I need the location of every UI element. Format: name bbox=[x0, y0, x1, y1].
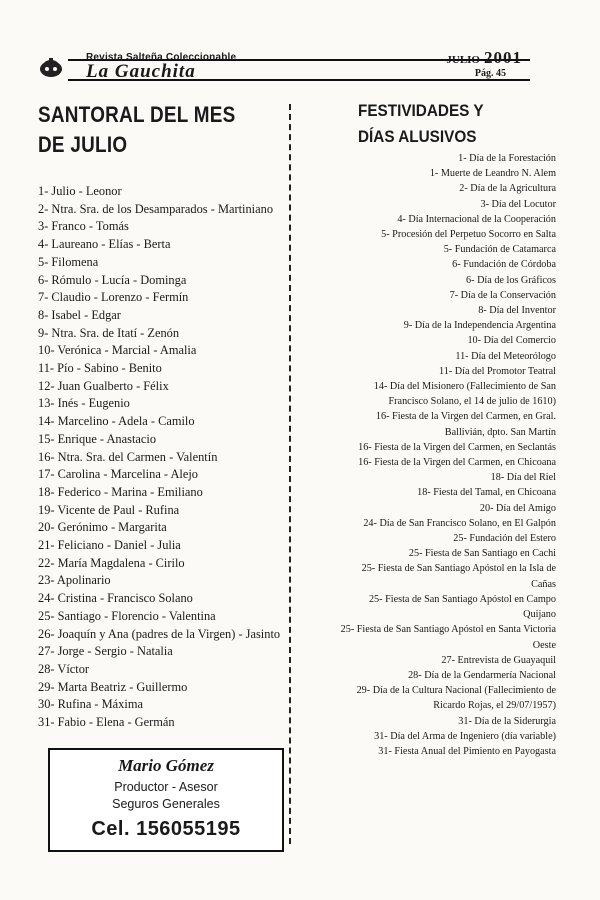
festividad-line: 20- Día del Amigo bbox=[479, 502, 556, 514]
festividad-line: 24- Día de San Francisco Solano, en El Galpón bbox=[363, 517, 556, 529]
santoral-item: 31- Fabio - Elena - Germán bbox=[38, 715, 175, 730]
festividad-line: 31- Día de la Siderurgia bbox=[458, 715, 556, 727]
magazine-title: La Gauchita bbox=[86, 61, 196, 82]
santoral-item: 4- Laureano - Elías - Berta bbox=[38, 237, 171, 252]
santoral-title bbox=[38, 100, 253, 160]
issue-year: 2001 bbox=[484, 48, 522, 67]
festividad-line: 6- Día de los Gráficos bbox=[466, 274, 556, 286]
festividad-line: 25- Fundación del Estero bbox=[453, 533, 556, 545]
santoral-item: 17- Carolina - Marcelina - Alejo bbox=[38, 467, 198, 482]
ad-company: Seguros Generales bbox=[112, 797, 220, 811]
festividad-line: 8- Día del Inventor bbox=[478, 305, 556, 317]
issue-date bbox=[446, 48, 522, 68]
issue-month: JULIO bbox=[446, 54, 480, 66]
santoral-item: 5- Filomena bbox=[38, 254, 99, 269]
festividad-line: 18- Día del Riel bbox=[490, 472, 556, 484]
festividad-line: 1- Muerte de Leandro N. Alem bbox=[429, 168, 556, 180]
festividad-line: Ballivián, dpto. San Martín bbox=[444, 426, 556, 438]
festividad-line: 28- Día de la Gendarmería Nacional bbox=[408, 669, 556, 681]
santoral-item: 20- Gerónimo - Margarita bbox=[38, 520, 167, 535]
festividades-title bbox=[358, 98, 538, 150]
santoral-item: 23- Apolinario bbox=[38, 573, 111, 588]
santoral-item: 12- Juan Gualberto - Félix bbox=[38, 378, 169, 393]
santoral-item: 21- Feliciano - Daniel - Julia bbox=[38, 538, 181, 553]
gaucho-logo-icon bbox=[38, 54, 64, 80]
festividad-line: Francisco Solano, el 14 de julio de 1610) bbox=[388, 396, 556, 408]
festividad-line: 29- Día de la Cultura Nacional (Fallecimiento de bbox=[356, 685, 556, 697]
festividad-line: Oeste bbox=[532, 639, 556, 651]
festividad-line: Ricardo Rojas, el 29/07/1957) bbox=[433, 700, 556, 712]
festividad-line: 14- Día del Misionero (Fallecimiento de San bbox=[373, 381, 556, 393]
santoral-item: 27- Jorge - Sergio - Natalia bbox=[38, 644, 173, 659]
santoral-item: 8- Isabel - Edgar bbox=[38, 307, 121, 322]
festividad-line: 7- Día de la Conservación bbox=[449, 289, 556, 301]
festividad-line: 4- Día Internacional de la Cooperación bbox=[397, 213, 556, 225]
festividades-title-line-1: FESTIVIDADES Y bbox=[358, 101, 484, 120]
santoral-item: 3- Franco - Tomás bbox=[38, 219, 129, 234]
santoral-item: 13- Inés - Eugenio bbox=[38, 396, 130, 411]
festividad-line: 27- Entrevista de Guayaquil bbox=[441, 654, 556, 666]
magazine-subtitle: Revista Salteña Coleccionable bbox=[86, 52, 237, 63]
festividad-line: 18- Fiesta del Tamal, en Chicoana bbox=[417, 487, 556, 499]
santoral-item: 14- Marcelino - Adela - Camilo bbox=[38, 414, 195, 429]
festividades-list bbox=[300, 151, 556, 759]
festividad-line: 9- Día de la Independencia Argentina bbox=[403, 320, 556, 332]
festividades-title-line-2: DÍAS ALUSIVOS bbox=[358, 127, 477, 146]
santoral-item: 2- Ntra. Sra. de los Desamparados - Martiniano bbox=[38, 201, 274, 216]
festividad-line: 16- Fiesta de la Virgen del Carmen, en Chicoana bbox=[358, 457, 556, 469]
ad-role: Productor - Asesor bbox=[114, 780, 218, 794]
festividad-line: 16- Fiesta de la Virgen del Carmen, en Gral. bbox=[375, 411, 556, 423]
festividad-line: 1- Día de la Forestación bbox=[458, 153, 556, 164]
santoral-item: 28- Víctor bbox=[38, 661, 90, 676]
festividad-line: 11- Día del Meteorólogo bbox=[455, 350, 556, 362]
festividad-line: 5- Procesión del Perpetuo Socorro en Salta bbox=[381, 229, 556, 241]
santoral-item: 19- Vicente de Paul - Rufina bbox=[38, 502, 180, 517]
festividad-line: 3- Día del Locutor bbox=[480, 198, 556, 210]
santoral-item: 9- Ntra. Sra. de Itatí - Zenón bbox=[38, 325, 180, 340]
santoral-item: 15- Enrique - Anastacio bbox=[38, 431, 157, 446]
festividad-line: 16- Fiesta de la Virgen del Carmen, en Seclantás bbox=[358, 441, 556, 453]
festividad-line: Quijano bbox=[523, 609, 556, 621]
festividad-line: Cañas bbox=[531, 578, 556, 590]
festividad-line: 25- Fiesta de San Santiago Apóstol en Santa Victoria bbox=[340, 624, 556, 636]
festividad-line: 25- Fiesta de San Santiago Apóstol en Campo bbox=[368, 593, 556, 605]
advertisement-box bbox=[48, 748, 284, 852]
festividad-line: 11- Día del Promotor Teatral bbox=[439, 365, 556, 377]
festividad-line: 6- Fundación de Córdoba bbox=[452, 259, 556, 271]
festividad-line: 5- Fundación de Catamarca bbox=[443, 244, 556, 256]
santoral-item: 25- Santiago - Florencio - Valentina bbox=[38, 608, 216, 623]
festividad-line: 25- Fiesta de San Santiago Apóstol en la Isla de bbox=[361, 563, 556, 575]
santoral-title-line-1: SANTORAL DEL MES bbox=[38, 102, 236, 127]
santoral-item: 1- Julio - Leonor bbox=[38, 184, 122, 198]
santoral-item: 10- Verónica - Marcial - Amalia bbox=[38, 343, 197, 358]
santoral-item: 16- Ntra. Sra. del Carmen - Valentín bbox=[38, 449, 218, 464]
santoral-item: 7- Claudio - Lorenzo - Fermín bbox=[38, 290, 189, 305]
santoral-list bbox=[38, 183, 298, 732]
santoral-item: 26- Joaquín y Ana (padres de la Virgen) - Jasinto bbox=[38, 626, 281, 641]
ad-name: Mario Gómez bbox=[118, 756, 214, 775]
santoral-item: 29- Marta Beatriz - Guillermo bbox=[38, 679, 188, 694]
santoral-item: 18- Federico - Marina - Emiliano bbox=[38, 484, 203, 499]
festividad-line: 25- Fiesta de San Santiago en Cachi bbox=[408, 548, 556, 560]
festividad-line: 2- Día de la Agricultura bbox=[459, 183, 556, 195]
santoral-title-line-2: DE JULIO bbox=[38, 132, 128, 157]
ad-phone: Cel. 156055195 bbox=[91, 818, 241, 840]
santoral-item: 11- Pío - Sabino - Benito bbox=[38, 361, 162, 376]
santoral-item: 24- Cristina - Francisco Solano bbox=[38, 591, 193, 606]
festividad-line: 31- Día del Arma de Ingeniero (día variable) bbox=[374, 730, 556, 742]
santoral-item: 6- Rómulo - Lucía - Dominga bbox=[38, 272, 187, 287]
festividad-line: 31- Fiesta Anual del Pimiento en Payogasta bbox=[378, 745, 556, 757]
festividad-line: 10- Día del Comercio bbox=[467, 335, 556, 347]
santoral-item: 22- María Magdalena - Cirilo bbox=[38, 555, 185, 570]
page-number: Pág. 45 bbox=[474, 68, 506, 79]
santoral-item: 30- Rufina - Máxima bbox=[38, 697, 143, 712]
magazine-header bbox=[38, 48, 530, 82]
